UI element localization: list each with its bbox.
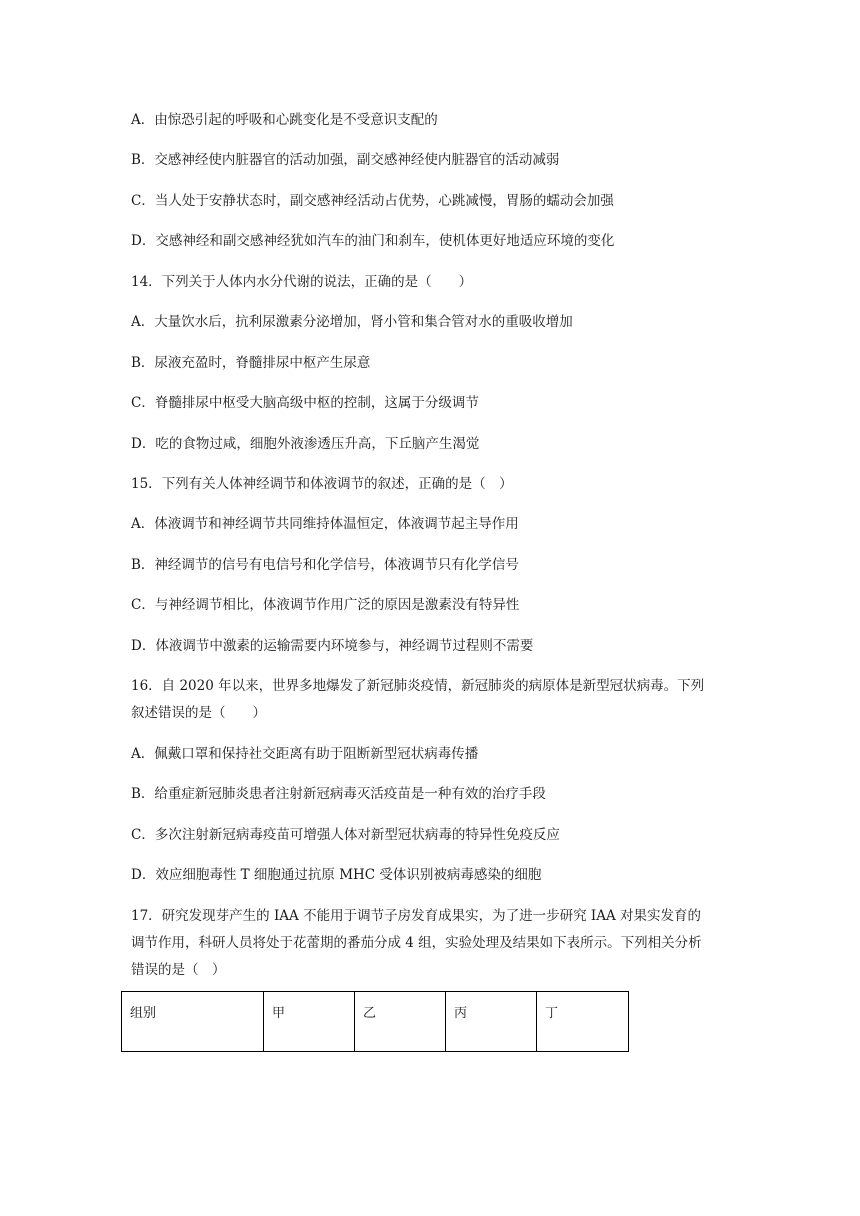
q16-option-a: A．佩戴口罩和保持社交距离有助于阻断新型冠状病毒传播 bbox=[131, 746, 479, 762]
q17-stem-line3: 错误的是（ ） bbox=[131, 962, 226, 978]
q15-option-b: B．神经调节的信号有电信号和化学信号，体液调节只有化学信号 bbox=[131, 557, 519, 573]
q15-option-a: A．体液调节和神经调节共同维持体温恒定，体液调节起主导作用 bbox=[131, 516, 519, 532]
q15-option-c: C．与神经调节相比，体液调节作用广泛的原因是激素没有特异性 bbox=[131, 597, 520, 613]
q16-option-b: B．给重症新冠肺炎患者注射新冠病毒灭活疫苗是一种有效的治疗手段 bbox=[131, 786, 546, 802]
table-header-cell: 丙 bbox=[446, 992, 537, 1052]
q16-option-d: D．效应细胞毒性 T 细胞通过抗原 MHC 受体识别被病毒感染的细胞 bbox=[131, 867, 542, 883]
q17-stem-line1: 17．研究发现芽产生的 IAA 不能用于调节子房发育成果实，为了进一步研究 IAA 对果实发育的 bbox=[131, 908, 702, 924]
table-header-row bbox=[122, 992, 629, 1052]
q15-stem: 15．下列有关人体神经调节和体液调节的叙述，正确的是（ ） bbox=[131, 476, 513, 492]
q14-option-c: C．脊髓排尿中枢受大脑高级中枢的控制，这属于分级调节 bbox=[131, 395, 479, 411]
table-header-cell: 甲 bbox=[264, 992, 355, 1052]
table-header-cell: 乙 bbox=[355, 992, 446, 1052]
q16-stem-line2: 叙述错误的是（ ） bbox=[131, 705, 266, 721]
q14-stem: 14．下列关于人体内水分代谢的说法，正确的是（ ） bbox=[131, 274, 473, 290]
q16-option-c: C．多次注射新冠病毒疫苗可增强人体对新型冠状病毒的特异性免疫反应 bbox=[131, 827, 560, 843]
q13-option-c: C．当人处于安静状态时，副交感神经活动占优势，心跳减慢，胃肠的蠕动会加强 bbox=[131, 193, 614, 209]
q13-option-a: A．由惊恐引起的呼吸和心跳变化是不受意识支配的 bbox=[131, 112, 438, 128]
q16-stem-line1: 16．自 2020 年以来，世界多地爆发了新冠肺炎疫情，新冠肺炎的病原体是新型冠状病毒。下列 bbox=[131, 678, 705, 694]
q13-option-d: D．交感神经和副交感神经犹如汽车的油门和刹车，使机体更好地适应环境的变化 bbox=[131, 233, 615, 249]
q13-option-b: B．交感神经使内脏器官的活动加强，副交感神经使内脏器官的活动减弱 bbox=[131, 152, 560, 168]
q14-option-b: B．尿液充盈时，脊髓排尿中枢产生尿意 bbox=[131, 355, 371, 371]
q14-option-d: D．吃的食物过咸，细胞外液渗透压升高，下丘脑产生渴觉 bbox=[131, 436, 480, 452]
table-header-cell: 组别 bbox=[122, 992, 264, 1052]
q14-option-a: A．大量饮水后，抗利尿激素分泌增加，肾小管和集合管对水的重吸收增加 bbox=[131, 314, 573, 330]
q15-option-d: D．体液调节中激素的运输需要内环境参与，神经调节过程则不需要 bbox=[131, 638, 534, 654]
q17-stem-line2: 调节作用，科研人员将处于花蕾期的番茄分成 4 组，实验处理及结果如下表所示。下列相关分析 bbox=[131, 935, 702, 951]
table-header-cell: 丁 bbox=[537, 992, 629, 1052]
experiment-table bbox=[121, 991, 629, 1052]
